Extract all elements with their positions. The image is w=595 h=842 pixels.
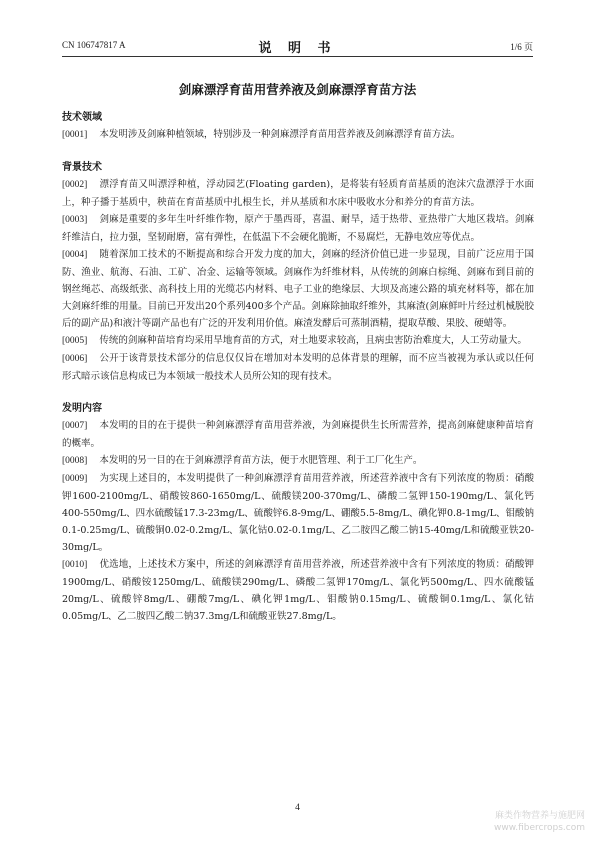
paragraph-text: 本发明的另一目的在于剑麻漂浮育苗方法，便于水肥管理、利于工厂化生产。 <box>99 455 423 466</box>
paragraph <box>62 176 534 211</box>
paragraph <box>62 126 534 144</box>
paragraph-text: 公开于该背景技术部分的信息仅仅旨在增加对本发明的总体背景的理解，而不应当被视为承认或以任何形式暗示该信息构成已为本领域一般技术人员所公知的现有技术。 <box>62 353 534 382</box>
paragraph-number: [0007] <box>62 421 88 431</box>
paragraph <box>62 556 534 625</box>
paragraph-number: [0005] <box>62 336 88 346</box>
paragraph-number: [0001] <box>62 130 88 140</box>
paragraph-text: 本发明涉及剑麻种植领域，特别涉及一种剑麻漂浮育苗用营养液及剑麻漂浮育苗方法。 <box>99 129 461 140</box>
paragraph-number: [0006] <box>62 354 88 364</box>
patent-number: CN 106747817 A <box>62 40 126 50</box>
paragraph-text: 为实现上述目的，本发明提供了一种剑麻漂浮育苗用营养液，所述营养液中含有下列浓度的物质：硝酸钾1600-2100mg/L、硝酸铵860-1650mg/L、硫酸镁200-370mg/L、磷酸二氢钾150-190mg/L、氯化钙400-550mg/L、四水硫酸锰17.3-23mg/L、硫酸锌6.8-9mg/L、硼酸5.5-8mg/L、碘化钾0.8-1mg/L、钼酸钠0.1-0.25mg/L、硫酸铜0.02-0.2mg/L、氯化钴0.02-0.1mg/L、乙二胺四乙酸二钠15-40mg/L和硫酸亚铁20-30mg/L。 <box>62 473 534 553</box>
paragraph <box>62 211 534 246</box>
watermark <box>494 810 585 834</box>
watermark-url: www.fibercrops.com <box>494 823 585 833</box>
page-number: 4 <box>295 803 300 813</box>
paragraph-number: [0004] <box>62 250 88 260</box>
page-header <box>62 38 533 54</box>
paragraph-text: 剑麻是重要的多年生叶纤维作物，原产于墨西哥，喜温、耐旱，适于热带、亚热带广大地区栽培。剑麻纤维洁白，拉力强，坚韧耐磨，富有弹性，在低温下不会硬化脆断，不易腐烂，无静电效应等优点。 <box>62 214 534 243</box>
paragraph <box>62 417 534 452</box>
paragraph-number: [0003] <box>62 215 88 225</box>
paragraph-number: [0008] <box>62 456 88 466</box>
document-title: 剑麻漂浮育苗用营养液及剑麻漂浮育苗方法 <box>178 82 417 97</box>
paragraph-text: 传统的剑麻种苗培育均采用旱地育苗的方式，对土地要求较高，且病虫害防治难度大，人工劳动量大。 <box>99 335 527 346</box>
section-heading: 技术领域 <box>62 112 102 123</box>
paragraph-text: 本发明的目的在于提供一种剑麻漂浮育苗用营养液，为剑麻提供生长所需营养，提高剑麻健康种苗培育的概率。 <box>62 420 534 449</box>
section-heading: 背景技术 <box>62 162 102 173</box>
paragraph-text: 优选地，上述技术方案中，所述的剑麻漂浮育苗用营养液，所述营养液中含有下列浓度的物质：硝酸钾1900mg/L、硝酸铵1250mg/L、硫酸镁290mg/L、磷酸二氢钾170mg/L、氯化钙500mg/L、四水硫酸锰20mg/L、硫酸锌8mg/L、硼酸7mg/L、碘化钾1mg/L、钼酸钠0.15mg/L、硫酸铜0.1mg/L、氯化钴0.05mg/L、乙二胺四乙酸二钠37.3mg/L和硫酸亚铁27.8mg/L。 <box>62 559 534 622</box>
document-type: 说 明 书 <box>258 41 337 56</box>
paragraph-number: [0009] <box>62 474 88 484</box>
paragraph <box>62 332 534 350</box>
paragraph-number: [0010] <box>62 560 88 570</box>
paragraph <box>62 350 534 385</box>
header-rule <box>62 56 533 57</box>
watermark-site-name: 麻类作物营养与施肥网 <box>494 811 585 821</box>
paragraph <box>62 246 534 332</box>
paragraph <box>62 452 534 470</box>
document-body <box>62 109 534 625</box>
paragraph <box>62 470 534 556</box>
paragraph-text: 随着深加工技术的不断提高和综合开发力度的加大，剑麻的经济价值已进一步显现，目前广泛应用于国防、渔业、航海、石油、工矿、冶金、运输等领域。剑麻作为纤维材料，从传统的剑麻白棕绳、剑麻布到目前的钢丝绳芯、高级纸张、高科技上用的光缆芯内材料、电子工业的绝缘层、大坝及高速公路的填充材料等，都在加大剑麻纤维的用量。目前已开发出20个系列400多个产品。剑麻除抽取纤维外，其麻渣(剑麻鲜叶片经过机械脱胶后的副产品)和液汁等副产品也有广泛的开发利用价值。麻渣发酵后可蒸制酒精，提取草酸、果胶、硬蜡等。 <box>62 249 534 329</box>
paragraph-number: [0002] <box>62 180 88 190</box>
paragraph-text: 漂浮育苗又叫漂浮种植，浮动园艺(Floating garden)，是将装有轻质育苗基质的泡沫穴盘漂浮于水面上，种子播于基质中，秧苗在育苗基质中扎根生长，并从基质和水床中吸收水分和养分的育苗方法。 <box>62 179 534 208</box>
page-indicator: 1/6 页 <box>510 42 533 52</box>
section-heading: 发明内容 <box>62 403 102 414</box>
